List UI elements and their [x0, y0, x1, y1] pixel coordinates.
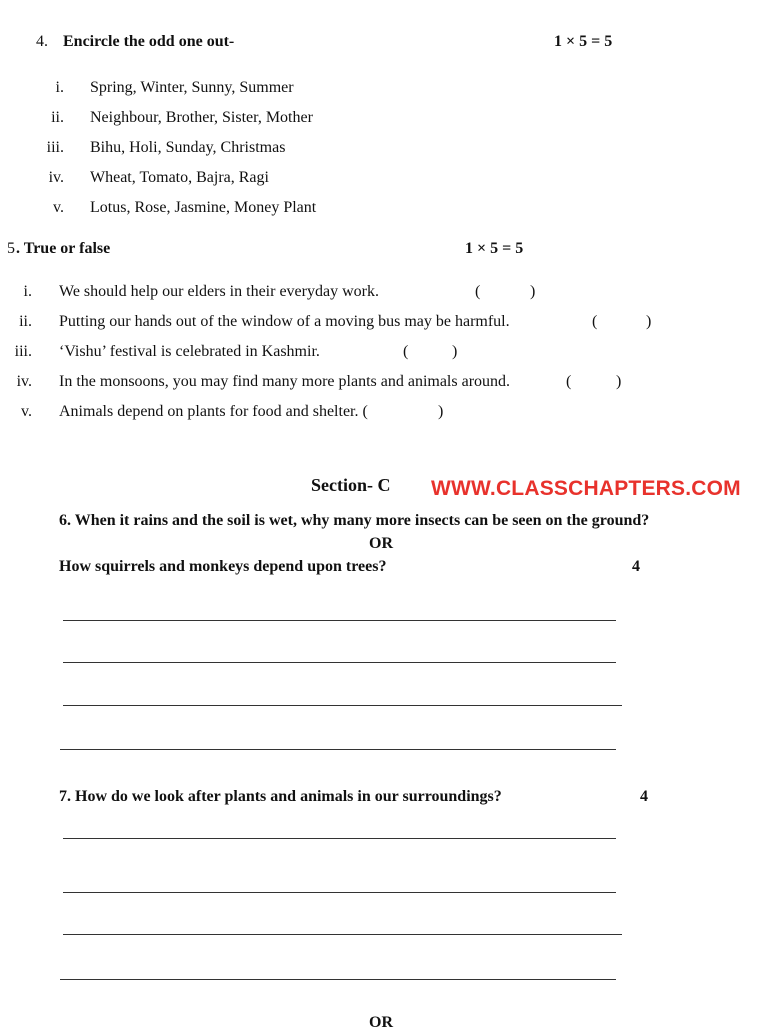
answer-bracket-open: ( — [592, 313, 598, 330]
q4-item-number: i. — [55, 79, 64, 96]
answer-line — [63, 620, 616, 621]
q6-question: 6. When it rains and the soil is wet, why many more insects can be seen on the ground? — [59, 512, 650, 529]
answer-line — [63, 892, 616, 893]
q6-marks: 4 — [632, 558, 640, 575]
answer-line — [60, 979, 616, 980]
answer-bracket-close: ) — [616, 373, 622, 390]
q5-item-number: ii. — [19, 313, 32, 330]
q5-item-text: ‘Vishu’ festival is celebrated in Kashmir. — [59, 343, 320, 360]
watermark: WWW.CLASSCHAPTERS.COM — [431, 477, 741, 500]
q5-item-number: iv. — [16, 373, 32, 390]
answer-line — [63, 705, 622, 706]
q5-item-number: i. — [23, 283, 32, 300]
q4-title: Encircle the odd one out- — [63, 33, 235, 50]
q5-number: 5 — [7, 240, 15, 257]
section-heading: Section- C — [311, 475, 391, 495]
q4-item-text: Lotus, Rose, Jasmine, Money Plant — [90, 199, 317, 216]
answer-bracket-close: ) — [438, 403, 444, 420]
q7-marks: 4 — [640, 788, 648, 805]
q5-marks: 1 × 5 = 5 — [465, 240, 524, 257]
answer-line — [63, 934, 622, 935]
answer-line — [63, 662, 616, 663]
q4-number: 4. — [36, 33, 48, 50]
q4-item-number: iii. — [46, 139, 64, 156]
q4-item-text: Wheat, Tomato, Bajra, Ragi — [90, 169, 269, 186]
answer-bracket-open: ( — [475, 283, 481, 300]
q5-item-number: v. — [21, 403, 32, 420]
answer-line — [63, 838, 616, 839]
q5-item-text: Animals depend on plants for food and shelter. ( — [59, 403, 368, 420]
q4-marks: 1 × 5 = 5 — [554, 33, 613, 50]
q4-item-number: v. — [53, 199, 64, 216]
q5-item-text: Putting our hands out of the window of a moving bus may be harmful. — [59, 313, 510, 330]
q6-or: OR — [369, 535, 393, 552]
footer-or-partial: OR — [369, 1014, 393, 1031]
answer-bracket-close: ) — [646, 313, 652, 330]
q5-title: . True or false — [16, 240, 111, 257]
q4-item-text: Neighbour, Brother, Sister, Mother — [90, 109, 313, 126]
answer-bracket-close: ) — [530, 283, 536, 300]
q4-item-number: iv. — [48, 169, 64, 186]
answer-bracket-close: ) — [452, 343, 458, 360]
q4-item-text: Bihu, Holi, Sunday, Christmas — [90, 139, 286, 156]
answer-bracket-open: ( — [403, 343, 409, 360]
answer-bracket-open: ( — [566, 373, 572, 390]
q5-item-text: In the monsoons, you may find many more plants and animals around. — [59, 373, 511, 390]
q6-alt-question: How squirrels and monkeys depend upon trees? — [59, 558, 387, 575]
q5-item-number: iii. — [14, 343, 32, 360]
q4-item-number: ii. — [51, 109, 64, 126]
answer-line — [60, 749, 616, 750]
q7-question: 7. How do we look after plants and animals in our surroundings? — [59, 788, 502, 805]
q4-item-text: Spring, Winter, Sunny, Summer — [90, 79, 294, 96]
q5-item-text: We should help our elders in their everyday work. — [59, 283, 379, 300]
